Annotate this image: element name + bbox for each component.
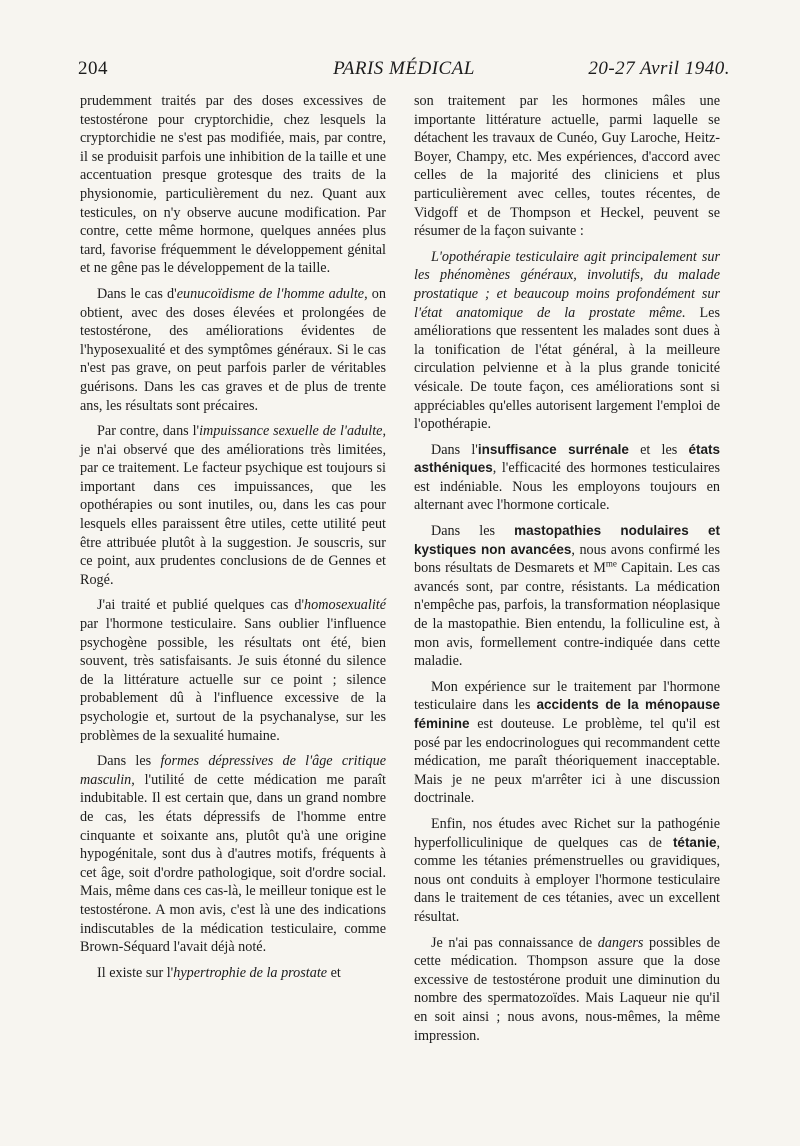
text-run: est douteuse. Le problème, tel qu'il est posé par les endocrinologues qui recommandent cette médication, me paraît théoriquement inacceptable. Mais je ne peux m'arrêter ici à une discussion doctrinale. [414,716,720,807]
text-run: et les [628,441,689,458]
text-run: Enfin, nos études avec Richet sur la pathogénie hyperfolliculinique de quelques cas de [414,815,720,851]
text-run: Mon expérience sur le traitement par l'hormone testiculaire dans les [414,678,720,714]
paragraph-r6 [414,815,720,927]
bold-term: tétanie [672,834,717,850]
right-column [414,92,720,1052]
paragraph-l4 [80,596,386,745]
text-run: possibles de cette médication. Thompson assure que la dose excessive de testostérone produit une diminution du nombre des spermatozoïdes. Mais Laqueur nie qu'il en soit ainsi ; nous avons, nous-mêmes, la même impression. [414,934,720,1044]
text-run: Dans les [97,753,161,770]
paragraph-l3 [80,422,386,589]
bold-term: états asthéniques [414,441,721,476]
text-run: son traitement par les hormones mâles une importante littérature actuelle, parmi laquelle se détachent les travaux de Cunéo, Guy Laroche, Heitz-Boyer, Champy, etc. Mes expériences, d'accord avec celles de la majorité des cliniciens et plus particulièrement avec celles, toutes récentes, de Vidgoff et de Thompson et Heckel, peuvent se résumer de la façon suivante : [414,93,720,240]
paragraph-l2 [80,285,386,415]
paragraph-r2 [414,248,720,434]
paragraph-r5 [414,678,720,808]
text-run: Capitain. Les cas avancés sont, par contre, résistants. La médication n'empêche pas, parfois, la transformation néoplasique de la mastopathie. Bien entendu, la folliculine est, à mon avis, formellement contre-indiquée dans cette maladie. [414,560,720,670]
superscript: me [605,558,617,569]
text-run: Je n'ai pas connaissance de [431,934,598,951]
text-run: Par contre, dans l' [97,423,200,440]
left-column [80,92,386,989]
text-run: Dans le cas d' [97,285,177,302]
text-run: , nous avons confirmé les bons résultats de Desmarets et M [414,541,720,577]
italic-term: formes dépressives de l'âge critique masculin [80,753,386,788]
paragraph-r7 [414,934,720,1046]
text-run: Dans l' [431,441,478,458]
page-number: 204 [78,58,108,79]
paragraph-l5 [80,752,386,957]
text-run: , comme les tétanies prémenstruelles ou gravidiques, nous ont conduits à employer l'hormone testiculaire dans le traitement de ces tétanies, avec un excellent résultat. [414,834,720,925]
italic-term: eunucoïdisme de l'homme adulte [176,285,365,302]
italic-term: dangers [597,934,644,951]
italic-term: homosexualité [304,597,386,614]
italic-term: impuissance sexuelle de l'adulte [199,423,383,440]
issue-date: 20-27 Avril 1940. [588,58,730,79]
text-run: , l'efficacité des hormones testiculaires est indéniable. Nous les employons toujours en alternant avec l'hormone corticale. [414,460,720,514]
text-run: Il existe sur l' [97,964,174,981]
text-run: prudemment traités par des doses excessives de testostérone pour cryptorchidie, chez lesquels la cryptorchidie ne s'est pas modifiée, mais, par contre, il se produisit parfois une inhibition de la taille et une accentuation presque grotesque des traits de la physionomie, particulièrement du nez. Quant aux testicules, on n'y observe aucune modification. Par contre, cette même hormone, quelques années plus tard, favorise fréquemment le développement génital et ne gêne pas le développement de la taille. [80,93,386,277]
text-run: et [327,964,341,981]
paragraph-l1 [80,92,386,278]
running-header [78,58,730,88]
bold-term: accidents de la ménopause féminine [414,697,720,731]
italic-term: hypertrophie de la prostate [173,964,328,981]
text-run: J'ai traité et publié quelques cas d' [97,597,305,614]
text-run: par l'hormone testiculaire. Sans oublier l'influence psychogène possible, les résultats ont été, bien souvent, très satisfaisants. Je suis étonné du silence de la littérature actuelle sur ce point ; silence probablement dû à l'influence excessive de la psychologie et, surtout de la psychanalyse, sur les problèmes de la sexualité humaine. [80,616,386,744]
paragraph-r3 [414,441,720,515]
bold-term: insuffisance surrénale [477,441,629,457]
journal-title: PARIS MÉDICAL [333,58,475,79]
bold-term: mastopathies nodulaires et kystiques non avancées [414,523,720,557]
italic-term: L'opothérapie testiculaire agit principalement sur les phénomènes généraux, involutifs, du malade prostatique ; et beaucoup moins profondément sur l'état anatomique de la prostate même. [414,248,720,321]
paragraph-r1 [414,92,720,241]
text-run: , je n'ai observé que des améliorations très limitées, par ce traitement. Le facteur psychique est toujours si important dans ces impuissances, que les opothérapies ou sont inutiles, ou, dans les cas pour lesquels elles paraissent être utiles, cette utilité peut être attribuée plutôt à la suggestion. Je souscris, sur ce point, aux prudentes conclusions de de Gennes et Rogé. [80,423,386,588]
text-run: Les améliorations que ressentent les malades sont dues à la tonification de l'état général, à la meilleure circulation pelvienne et à la plus grande tonicité vésicale. De toute façon, ces améliorations sont si appréciables qu'elles autorisent largement l'emploi de l'opothérapie. [414,304,720,433]
paragraph-r4 [414,522,720,671]
text-run: Dans les [431,523,515,540]
paragraph-l6 [80,964,386,983]
text-run: , on obtient, avec des doses élevées et prolongées de testostérone, des améliorations évidentes de l'hyposexualité et des symptômes généraux. Si le cas n'est pas grave, on peut parfois parler de véritables guérisons. Dans les cas graves et de plus de trente ans, les résultats sont précaires. [80,285,386,414]
text-run: , l'utilité de cette médication me paraît indubitable. Il est certain que, dans un grand nombre de cas, les états dépressifs de l'homme entre cinquante et soixante ans, plutôt qu'à une origine hypogénitale, sont dus à d'autres motifs, fréquents à cet âge, soit d'ordre pathologique, soit d'ordre social. Mais, même dans ces cas-là, le meilleur tonique est le testostérone. A mon avis, c'est là une des indications indiscutables de la médication testiculaire, comme Brown-Séquard l'avait déjà noté. [80,771,386,956]
